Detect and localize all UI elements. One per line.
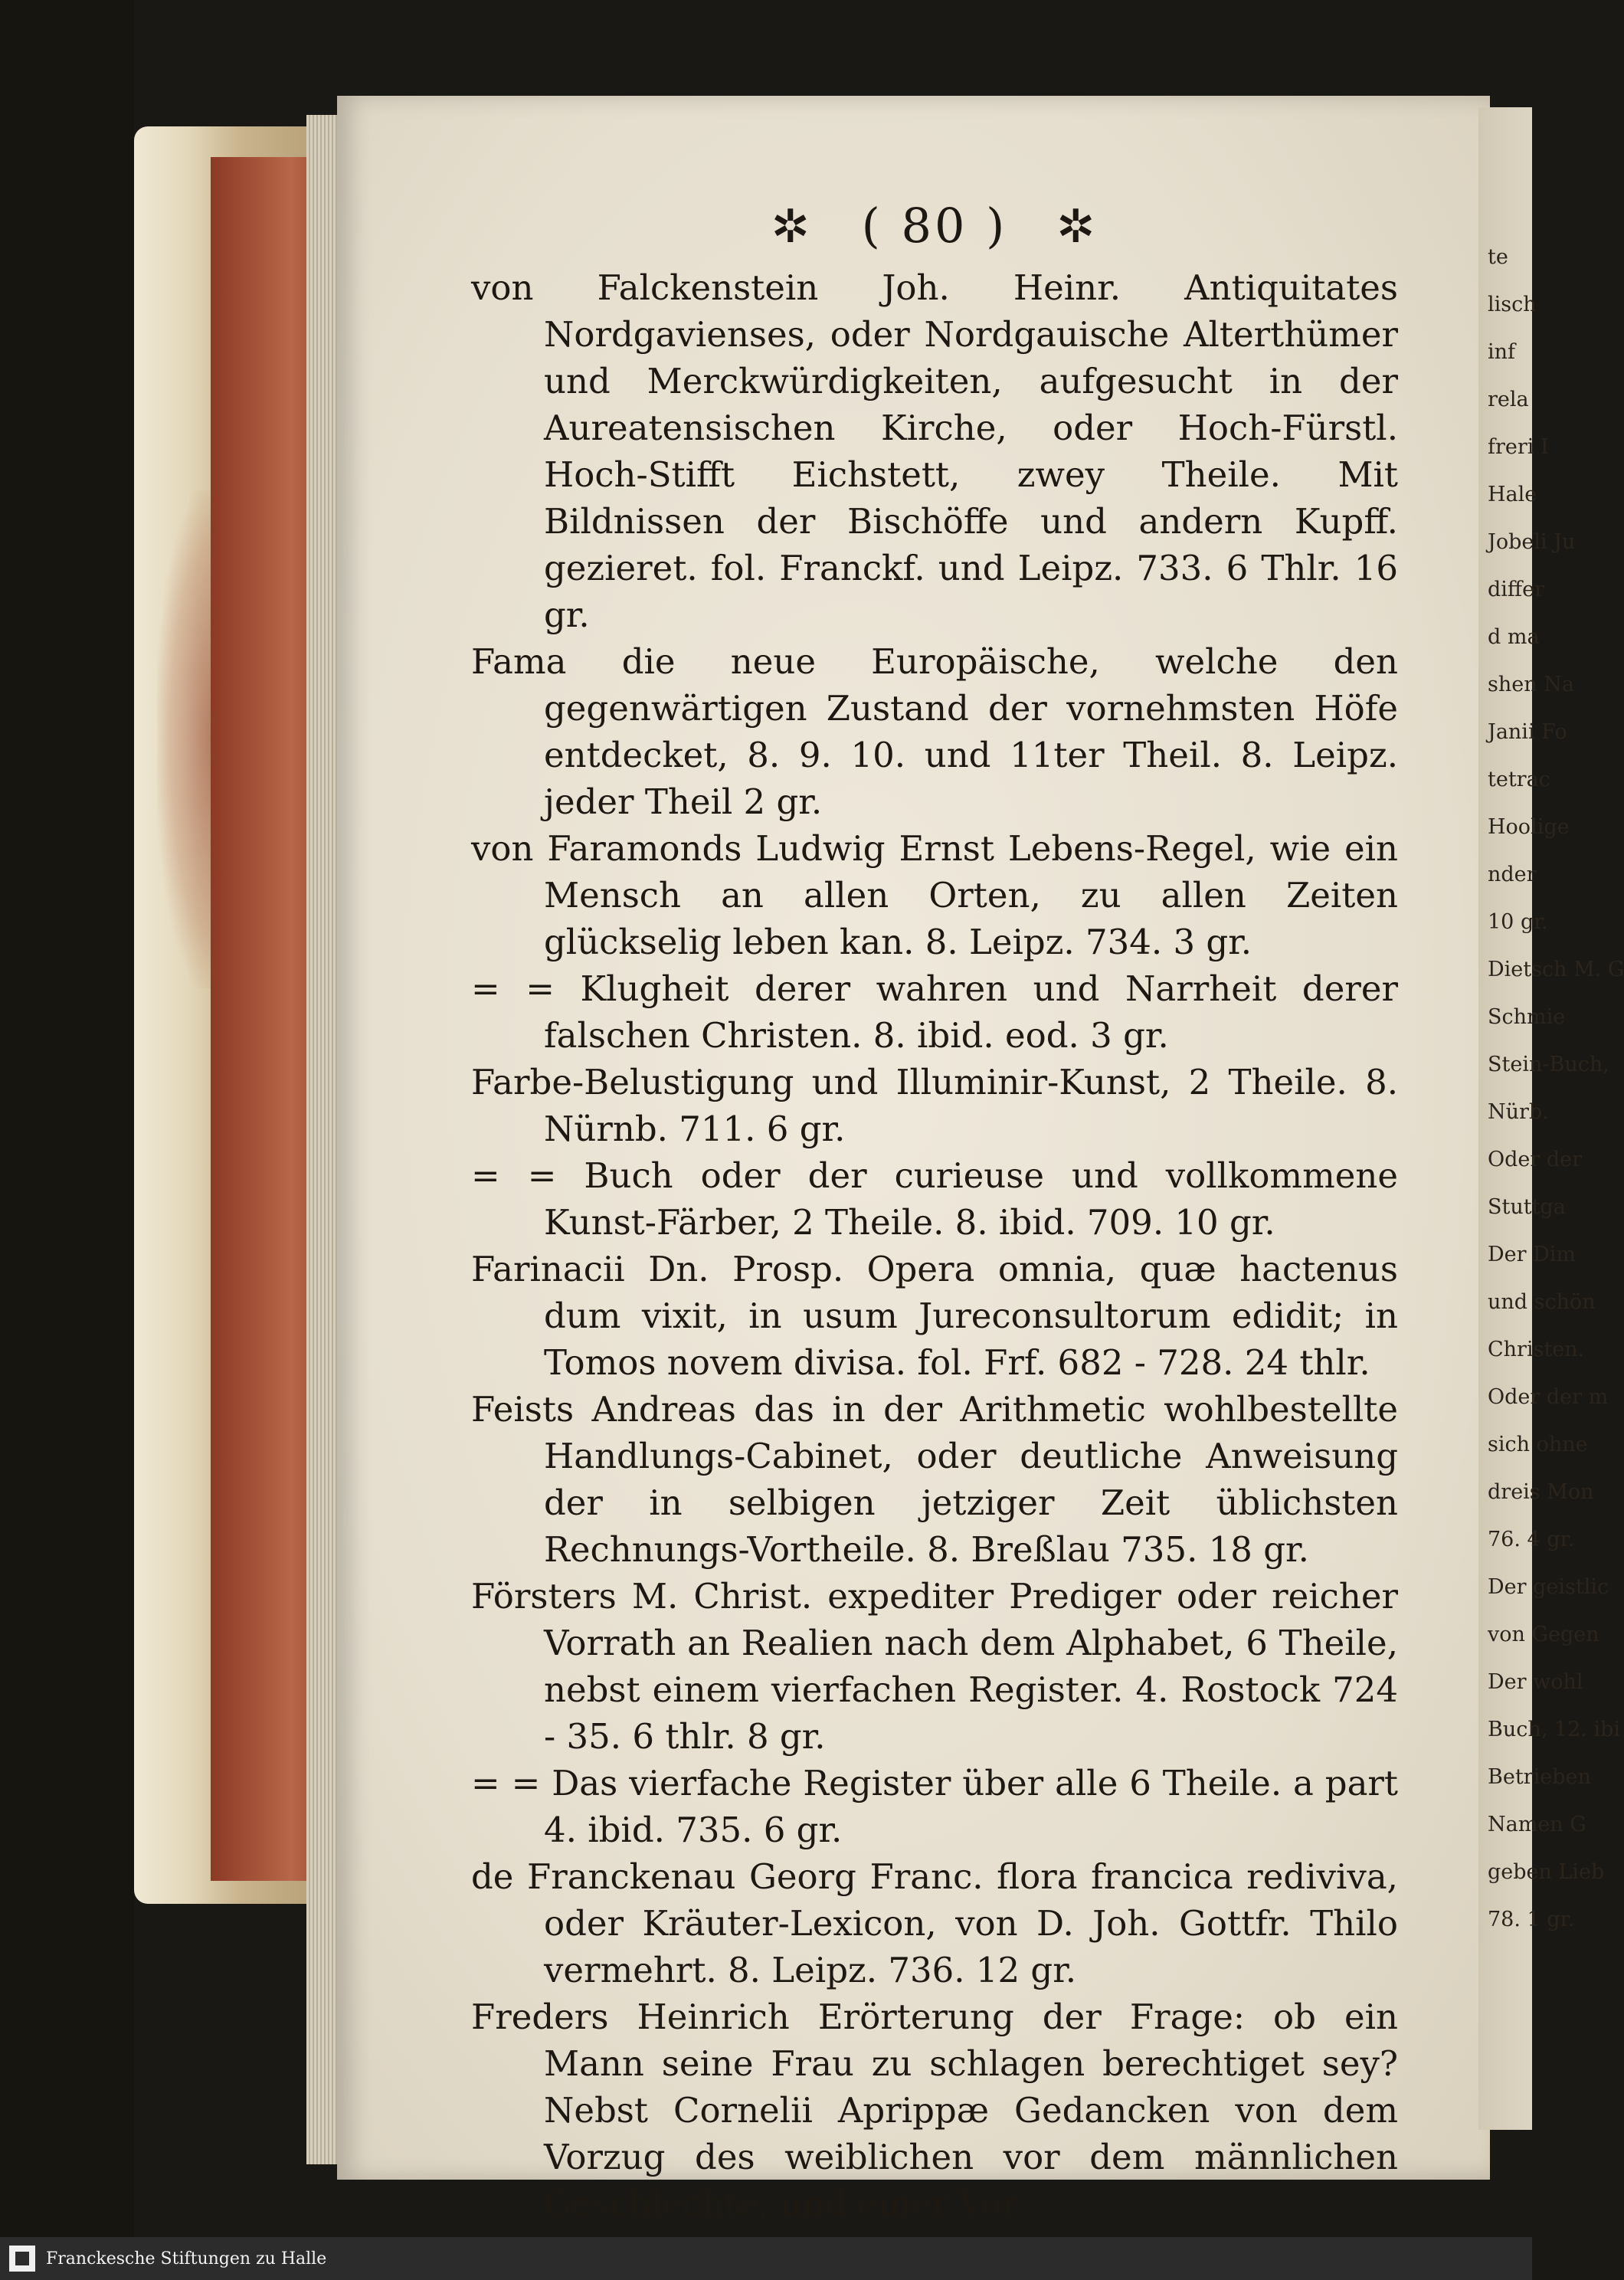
right-page-fragment: und schön — [1488, 1290, 1596, 1314]
catalog-entry: Freders Heinrich Erörterung der Frage: ob ein Mann seine Frau zu schlagen berechtiget sey? Nebst Cornelii Aprippæ Gedancken von dem Vorzug des weiblichen vor dem männlichen Geschlechte, und einer Vor- — [471, 1997, 1398, 2224]
right-page-fragment: von Gegen — [1488, 1623, 1599, 1646]
right-page-fragment: Namen G — [1488, 1813, 1586, 1836]
right-page-fragment: Betrieben — [1488, 1765, 1591, 1789]
right-page-fragment: 76. 4 gr. — [1488, 1528, 1575, 1551]
right-page-fragment: Jobeli Ju — [1488, 530, 1576, 554]
catalog-entry: Fama die neue Europäische, welche den gegenwärtigen Zustand der vornehmsten Höfe entdecket, 8. 9. 10. und 11ter Theil. 8. Leipz. jeder Theil 2 gr. — [471, 641, 1398, 822]
right-page-fragment: geben Lieb — [1488, 1860, 1605, 1884]
right-page-fragment: inf — [1488, 340, 1516, 364]
ornament-star-icon: ✲ — [771, 200, 813, 254]
right-page-fragment: Der geistlic — [1488, 1575, 1609, 1599]
catalog-entry: Feists Andreas das in der Arithmetic wohlbestellte Handlungs-Cabinet, oder deutliche Anweisung der in selbigen jetziger Zeit üblichsten Rechnungs-Vortheile. 8. Breßlau 735. 18 gr. — [471, 1389, 1398, 1570]
right-page-fragment: Oder der m — [1488, 1385, 1609, 1409]
right-page-fragment: Christen. — [1488, 1338, 1585, 1361]
right-page-fragment: Oder der — [1488, 1148, 1583, 1171]
right-page-fragment: Hale — [1488, 483, 1537, 506]
right-page-fragment: Janii Fo — [1488, 720, 1567, 744]
right-page-fragment: dreis Mon — [1488, 1480, 1594, 1504]
institution-name: Franckesche Stiftungen zu Halle — [46, 2249, 327, 2269]
right-page-fragment: d ma — [1488, 625, 1540, 649]
page-text — [471, 188, 1398, 2274]
footer-bar — [0, 2237, 1532, 2280]
right-page-fragment: lisch — [1488, 293, 1537, 316]
catalog-entry: = = Klugheit derer wahren und Narrheit derer falschen Christen. 8. ibid. eod. 3 gr. — [471, 968, 1398, 1056]
page-header — [471, 188, 1398, 264]
catalog-entry: de Franckenau Georg Franc. flora francica rediviva, oder Kräuter-Lexicon, von D. Joh. Gottfr. Thilo vermehrt. 8. Leipz. 736. 12 gr. — [471, 1856, 1398, 1990]
institution-logo-icon — [9, 2246, 35, 2272]
right-page-fragment: Hoolige — [1488, 815, 1570, 839]
right-page-fragment: Nürb. — [1488, 1100, 1549, 1124]
right-page-fragment: Dietsch M. G — [1488, 958, 1624, 981]
page-number: ( 80 ) — [861, 198, 1008, 254]
catalog-entry: von Falckenstein Joh. Heinr. Antiquitates Nordgavienses, oder Nordgauische Alterthümer und Merckwürdigkeiten, aufgesucht in der Aureatensischen Kirche, oder Hoch-Fürstl. Hoch-Stifft Eichstett, zwey Theile. Mit Bildnissen der Bischöffe und andern Kupff. gezieret. fol. Franckf. und Leipz. 733. 6 Thlr. 16 gr. — [471, 267, 1398, 635]
right-page-fragment: te — [1488, 245, 1508, 269]
right-page-fragment: freri I — [1488, 435, 1549, 459]
right-page-fragment: Stuttga — [1488, 1195, 1566, 1219]
right-page-edge — [1478, 107, 1624, 2130]
right-page-fragment: tetrac — [1488, 768, 1550, 791]
right-page-fragment: nder — [1488, 863, 1537, 886]
right-page-fragment: Buch, 12. ibi — [1488, 1718, 1620, 1741]
ornament-star-icon: ✲ — [1056, 200, 1098, 254]
right-page-fragment: differ — [1488, 578, 1544, 601]
right-page-fragment: Der wohl — [1488, 1670, 1583, 1694]
right-page-fragment: sich ohne — [1488, 1433, 1588, 1456]
right-page-fragment: rela — [1488, 388, 1529, 411]
right-page-fragment: Stein-Buch, — [1488, 1053, 1609, 1076]
right-page-fragment: Schmie — [1488, 1005, 1566, 1029]
catalog-entry: von Faramonds Ludwig Ernst Lebens-Regel, wie ein Mensch an allen Orten, zu allen Zeiten glückselig leben kan. 8. Leipz. 734. 3 gr. — [471, 828, 1398, 962]
catalog-entry: Farinacii Dn. Prosp. Opera omnia, quæ hactenus dum vixit, in usum Jureconsultorum edidit; in Tomos novem divisa. fol. Frf. 682 - 728. 24 thlr. — [471, 1249, 1398, 1383]
catalog-entry: = = Das vierfache Register über alle 6 Theile. a part 4. ibid. 735. 6 gr. — [471, 1763, 1398, 1850]
right-page-fragment: 78. 1 gr. — [1488, 1908, 1575, 1931]
right-page-fragment: 10 gr. — [1488, 910, 1548, 934]
catalog-entry: Farbe-Belustigung und Illuminir-Kunst, 2 Theile. 8. Nürnb. 711. 6 gr. — [471, 1062, 1398, 1149]
catalog-entry: Försters M. Christ. expediter Prediger oder reicher Vorrath an Realien nach dem Alphabet, 6 Theile, nebst einem vierfachen Register. 4. Rostock 724 - 35. 6 thlr. 8 gr. — [471, 1576, 1398, 1757]
right-page-fragment: shen Na — [1488, 673, 1574, 696]
right-page-fragment: Der Dim — [1488, 1243, 1577, 1266]
catalog-entry: = = Buch oder der curieuse und vollkommene Kunst-Färber, 2 Theile. 8. ibid. 709. 10 gr. — [471, 1155, 1398, 1243]
background-left — [0, 0, 134, 2237]
